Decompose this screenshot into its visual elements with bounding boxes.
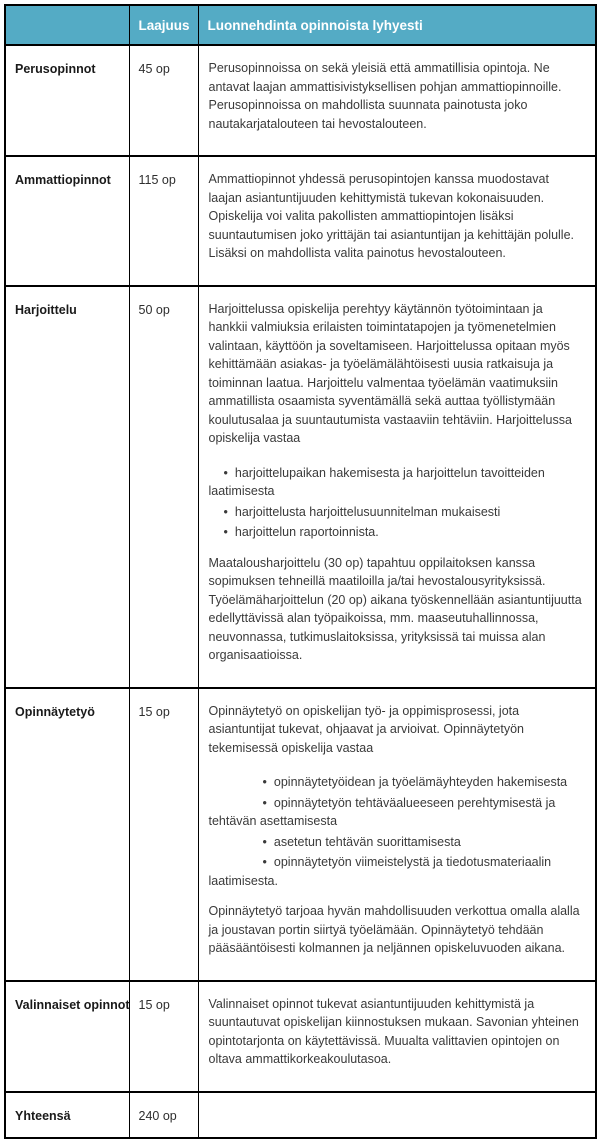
bullet-icon: • bbox=[262, 795, 267, 810]
description-paragraph: Harjoittelussa opiskelija perehtyy käytännön työtoimintaan ja hankkii valmiuksia erilaisten toimintatapojen ja työmenetelmien valintaan, käyttöön ja soveltamiseen. Harjoittelussa opitaan myös kehittämään asiakas- ja työelämälähtöisesti uusia ratkaisuja ja toiminnan laatua. Harjoittelu valmentaa työelämän vaatimuksiin ammatillista osaamista syventämällä sekä auttaa työllistymään koulutusalaa ja suuntautumista vastaaviin tehtäviin. Harjoittelussa opiskelija vastaa bbox=[208, 301, 572, 445]
module-description bbox=[198, 156, 596, 286]
module-credits: 15 op bbox=[129, 688, 198, 981]
module-name: Yhteensä bbox=[5, 1092, 129, 1138]
bullet-item bbox=[209, 853, 584, 890]
header-cell-laajuus: Laajuus bbox=[129, 5, 198, 45]
bullet-text: opinnäytetyön viimeistelystä ja tiedotusmateriaalin laatimisesta. bbox=[208, 855, 552, 888]
module-description bbox=[198, 45, 596, 156]
module-name: Opinnäytetyö bbox=[5, 688, 129, 981]
table-row bbox=[5, 45, 596, 156]
document-page bbox=[0, 4, 600, 1123]
bullet-icon: • bbox=[262, 834, 267, 849]
module-credits: 15 op bbox=[129, 981, 198, 1092]
bullet-icon: • bbox=[262, 775, 267, 789]
bullet-item bbox=[209, 503, 584, 522]
bullet-text: asetetun tehtävän suorittamisesta bbox=[273, 834, 461, 849]
bullet-text: opinnäytetyön tehtäväalueeseen perehtymisestä ja tehtävän asettamisesta bbox=[208, 795, 556, 828]
bullet-list bbox=[209, 773, 584, 890]
module-name: Harjoittelu bbox=[5, 286, 129, 688]
bullet-text: harjoittelusta harjoittelusuunnitelman mukaisesti bbox=[234, 504, 501, 519]
module-credits: 115 op bbox=[129, 156, 198, 286]
module-name: Ammattiopinnot bbox=[5, 156, 129, 286]
description-paragraph: Opinnäytetyö on opiskelijan työ- ja oppimisprosessi, jota asiantuntijat tukevat, ohjaavat ja arvioivat. Opinnäytetyön tekemisessä opiskelija vastaa bbox=[208, 703, 524, 755]
bullet-list bbox=[209, 464, 584, 542]
table-body bbox=[5, 45, 596, 1138]
study-modules-table bbox=[4, 4, 597, 1139]
header-cell-empty bbox=[5, 5, 129, 45]
module-description bbox=[198, 286, 596, 688]
module-credits: 50 op bbox=[129, 286, 198, 688]
module-credits: 45 op bbox=[129, 45, 198, 156]
module-name: Perusopinnot bbox=[5, 45, 129, 156]
module-name: Valinnaiset opinnot bbox=[5, 981, 129, 1092]
module-description bbox=[198, 981, 596, 1092]
bullet-icon: • bbox=[223, 504, 228, 519]
table-row bbox=[5, 688, 596, 981]
description-paragraph: Maatalousharjoittelu (30 op) tapahtuu oppilaitoksen kanssa sopimuksen tehneillä maatiloilla ja/tai hevostalousyrityksissä. Työelämäharjoittelun (20 op) aikana työskennellään asiantuntijuutta edellyttävissä alan työpaikoissa, mm. maaseutuhallinnossa, neuvonnassa, tutkimuslaitoksissa, yrityksissä tai muissa alan organisaatioissa. bbox=[208, 555, 582, 662]
module-credits: 240 op bbox=[129, 1092, 198, 1138]
bullet-item bbox=[209, 523, 584, 542]
description-paragraph: Ammattiopinnot yhdessä perusopintojen kanssa muodostavat laajan asiantuntijuuden kehittymistä tukevan kokonaisuuden. Opiskelija voi valita pakollisten ammattiopintojen lisäksi suuntautumisen joko yrittäjän tai asiantuntijan ja kehittäjän polulle. Lisäksi on mahdollista valita painotus hevostalouteen. bbox=[208, 172, 575, 260]
bullet-item bbox=[209, 773, 584, 792]
bullet-icon: • bbox=[262, 855, 267, 869]
bullet-text: harjoittelun raportoinnista. bbox=[234, 525, 379, 539]
bullet-item bbox=[209, 464, 584, 501]
description-paragraph: Perusopinnoissa on sekä yleisiä että ammatillisia opintoja. Ne antavat laajan ammattisivistyksellisen pohjan ammattiopinnoille. Perusopinnoissa on mahdollista suunnata painotusta joko nautakarjatalouteen tai hevostalouteen. bbox=[208, 61, 562, 131]
table-header bbox=[5, 5, 596, 45]
bullet-item bbox=[209, 833, 584, 852]
header-row bbox=[5, 5, 596, 45]
module-description bbox=[198, 688, 596, 981]
table-row bbox=[5, 1092, 596, 1138]
bullet-text: harjoittelupaikan hakemisesta ja harjoittelun tavoitteiden laatimisesta bbox=[208, 465, 545, 498]
bullet-icon: • bbox=[223, 465, 228, 480]
module-description bbox=[198, 1092, 596, 1138]
description-paragraph: Opinnäytetyö tarjoaa hyvän mahdollisuuden verkottua omalla alalla ja joustavan portin siirtyä työelämään. Opinnäytetyö tehdään pääsääntöisesti kolmannen ja neljännen opiskeluvuoden aikana. bbox=[208, 904, 580, 955]
bullet-text: opinnäytetyöidean ja työelämäyhteyden hakemisesta bbox=[273, 775, 568, 789]
table-row bbox=[5, 981, 596, 1092]
bullet-icon: • bbox=[223, 525, 228, 539]
header-cell-description: Luonnehdinta opinnoista lyhyesti bbox=[198, 5, 596, 45]
table-row bbox=[5, 156, 596, 286]
bullet-item bbox=[209, 794, 584, 831]
description-paragraph: Valinnaiset opinnot tukevat asiantuntijuuden kehittymistä ja suuntautuvat opiskelijan kiinnostuksen mukaan. Savonian yhteinen opintotarjonta on käytettävissä. Muualta valittavien opintojen on oltava ammattikorkeakoulutasoa. bbox=[208, 996, 579, 1066]
table-row bbox=[5, 286, 596, 688]
